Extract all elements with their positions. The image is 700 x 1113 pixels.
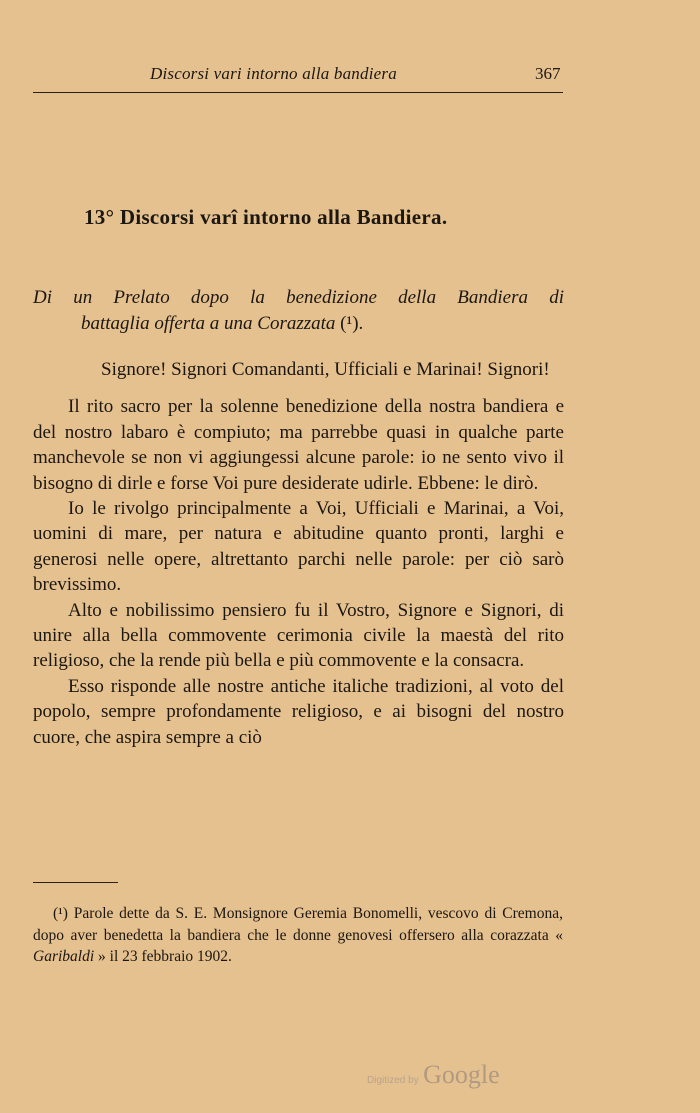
body-text xyxy=(33,357,564,750)
section-subtitle xyxy=(33,285,564,337)
page-number: 367 xyxy=(535,64,561,83)
footnote-ship-name: Garibaldi xyxy=(33,948,95,966)
paragraph-3: Io le rivolgo principalmente a Voi, Ufficiali e Marinai, a Voi, uomini di mare, per natura e abitudine quanto pronti, larghi e generosi nelle opere, altrettanto parchi nelle parole: per ciò sarò brevissimo. xyxy=(33,498,564,596)
google-logo-text: Google xyxy=(423,1060,500,1089)
subtitle-line-2 xyxy=(33,311,564,337)
running-header-title: Discorsi vari intorno alla bandiera xyxy=(150,64,397,83)
paragraph-4: Alto e nobilissimo pensiero fu il Vostro, Signore e Signori, di unire alla bella commovente cerimonia civile la maestà del rito religioso, che la rende più bella e più commovente e la consacra. xyxy=(33,599,564,672)
footnote-mark: (¹) xyxy=(53,905,68,922)
paragraph-5: Esso risponde alle nostre antiche italiche tradizioni, al voto del popolo, sempre profondamente religioso, e ai bisogni del nostro cuore, che aspira sempre a ciò xyxy=(33,675,564,748)
subtitle-footnote-mark: (¹). xyxy=(340,313,364,334)
digitized-watermark xyxy=(367,1060,500,1090)
footnote xyxy=(33,903,563,968)
footnote-rule xyxy=(33,882,118,883)
paragraph-salutation: Signore! Signori Comandanti, Ufficiali e Marinai! Signori! xyxy=(101,359,550,380)
subtitle-line-1: Di un Prelato dopo la benedizione della Bandiera di xyxy=(33,287,564,308)
paragraph-2: Il rito sacro per la solenne benedizione della nostra bandiera e del nostro labaro è compiuto; ma parrebbe quasi in qualche parte manchevole se non vi aggiungessi alcune parole: io ne sento vivo il bisogno di dirle e forse Voi pure desiderate udirle. Ebbene: le dirò. xyxy=(33,396,564,494)
footnote-text-before: Parole dette da S. E. Monsignore Geremia Bonomelli, vescovo di Cremona, dopo aver benedetta la bandiera che le donne genovesi offersero alla corazzata « xyxy=(33,905,563,944)
subtitle-line-2-text: battaglia offerta a una Corazzata xyxy=(81,313,336,334)
section-heading: 13° Discorsi varî intorno alla Bandiera. xyxy=(84,205,448,229)
watermark-prefix: Digitized by xyxy=(367,1075,419,1086)
header-rule xyxy=(33,92,563,93)
footnote-text-after: » il 23 febbraio 1902. xyxy=(98,948,232,966)
